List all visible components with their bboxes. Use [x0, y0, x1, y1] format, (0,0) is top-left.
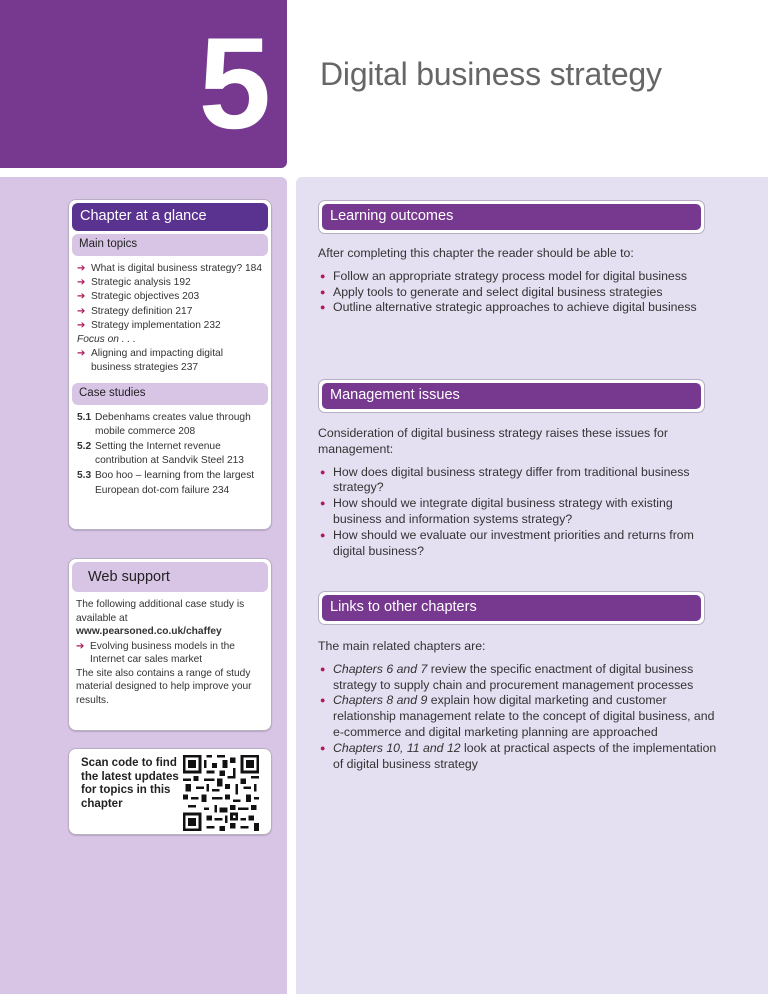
main-topics-heading: Main topics — [72, 234, 268, 256]
focus-item[interactable]: ➔ Aligning and impacting digital business strategies 237 — [77, 347, 263, 375]
arrow-icon: ➔ — [77, 277, 86, 289]
outcome-item: ● Outline alternative strategic approaches to achieve digital business — [320, 300, 697, 315]
links-body — [318, 639, 718, 772]
chapter-reference[interactable]: Chapters 8 and 9 — [333, 693, 428, 708]
glance-heading: Chapter at a glance — [72, 203, 268, 231]
scan-code-text: Scan code to find the latest updates for topics in this chapter — [81, 757, 179, 810]
web-support-outro: The site also contains a range of study material designed to help improve your results. — [76, 667, 252, 706]
learning-outcomes-header-box — [318, 200, 705, 234]
chapter-link-item[interactable]: ● Chapters 8 and 9 explain how digital marketing and customer relationship management relate to the concept of digital business, and e-commerce and digital marketing planning are approached — [320, 693, 715, 739]
chapter-link-item[interactable]: ● Chapters 10, 11 and 12 look at practical aspects of the implementation of digital business strategy — [320, 740, 717, 771]
learning-outcomes-heading: Learning outcomes — [322, 204, 701, 230]
chapter-link-item[interactable]: ● Chapters 6 and 7 review the specific enactment of digital business strategy to supply chain and procurement management processes — [320, 661, 694, 692]
bullet-icon: ● — [320, 742, 326, 753]
case-study-item[interactable]: 5.2 Setting the Internet revenue contribution at Sandvik Steel 213 — [77, 441, 244, 467]
bullet-icon: ● — [320, 270, 326, 281]
links-header-box — [318, 591, 705, 625]
chapter-number-block — [0, 0, 287, 168]
focus-on-label: Focus on . . . — [77, 334, 136, 346]
bullet-icon: ● — [320, 498, 326, 509]
web-case-item[interactable]: ➔ Evolving business models in the Internet car sales market — [76, 640, 235, 665]
arrow-icon: ➔ — [77, 305, 86, 317]
arrow-icon: ➔ — [77, 348, 86, 360]
bullet-icon: ● — [320, 529, 326, 540]
chapter-title: Digital business strategy — [320, 56, 662, 92]
case-studies-heading: Case studies — [72, 383, 268, 405]
links-intro: The main related chapters are: — [318, 639, 486, 653]
arrow-icon: ➔ — [77, 319, 86, 331]
bullet-icon: ● — [320, 663, 326, 674]
chapter-at-a-glance-card — [68, 199, 272, 530]
web-support-url-link[interactable]: www.pearsoned.co.uk/chaffey — [76, 626, 222, 637]
bullet-icon: ● — [320, 695, 326, 706]
issue-item: ● How should we evaluate our investment priorities and returns from digital business? — [320, 527, 694, 558]
management-issues-intro: Consideration of digital business strategy raises these issues for management: — [318, 426, 668, 456]
issue-item: ● How does digital business strategy differ from traditional business strategy? — [320, 464, 690, 495]
topic-item[interactable]: ➔ Strategic objectives 203 — [77, 290, 263, 304]
outcome-item: ● Follow an appropriate strategy process model for digital business — [320, 268, 688, 283]
topic-item[interactable]: ➔ Strategy definition 217 — [77, 305, 263, 319]
main-topics-list — [69, 256, 271, 376]
chapter-reference[interactable]: Chapters 6 and 7 — [333, 661, 428, 676]
qr-code-icon[interactable] — [182, 755, 260, 831]
case-study-item[interactable]: 5.3 Boo hoo – learning from the largest European dot-com failure 234 — [77, 470, 255, 496]
web-support-card — [68, 558, 272, 731]
learning-outcomes-body — [318, 246, 718, 316]
topic-item[interactable]: ➔ Strategy implementation 232 — [77, 319, 263, 333]
arrow-icon: ➔ — [77, 263, 86, 274]
bullet-icon: ● — [320, 286, 326, 297]
web-support-heading: Web support — [72, 562, 268, 592]
topic-item[interactable]: ➔ What is digital business strategy? 184 — [77, 262, 263, 276]
case-studies-list — [69, 405, 271, 498]
bullet-icon: ● — [320, 302, 326, 313]
learning-outcomes-intro: After completing this chapter the reader should be able to: — [318, 246, 634, 260]
management-issues-header-box — [318, 379, 705, 413]
management-issues-heading: Management issues — [322, 383, 701, 409]
topic-item[interactable]: ➔ Strategic analysis 192 — [77, 276, 263, 290]
issue-item: ● How should we integrate digital business strategy with existing business and information systems strategy? — [320, 496, 673, 526]
outcome-item: ● Apply tools to generate and select digital business strategies — [320, 284, 663, 299]
arrow-icon: ➔ — [76, 640, 85, 652]
chapter-number: 5 — [198, 10, 269, 156]
bullet-icon: ● — [320, 466, 326, 477]
arrow-icon: ➔ — [77, 291, 86, 303]
links-heading: Links to other chapters — [322, 595, 701, 621]
chapter-reference[interactable]: Chapters 10, 11 and 12 — [333, 740, 461, 755]
web-support-intro: The following additional case study is available at — [76, 599, 245, 624]
management-issues-body — [318, 426, 718, 559]
case-study-item[interactable]: 5.1 Debenhams creates value through mobile commerce 208 — [77, 411, 251, 437]
